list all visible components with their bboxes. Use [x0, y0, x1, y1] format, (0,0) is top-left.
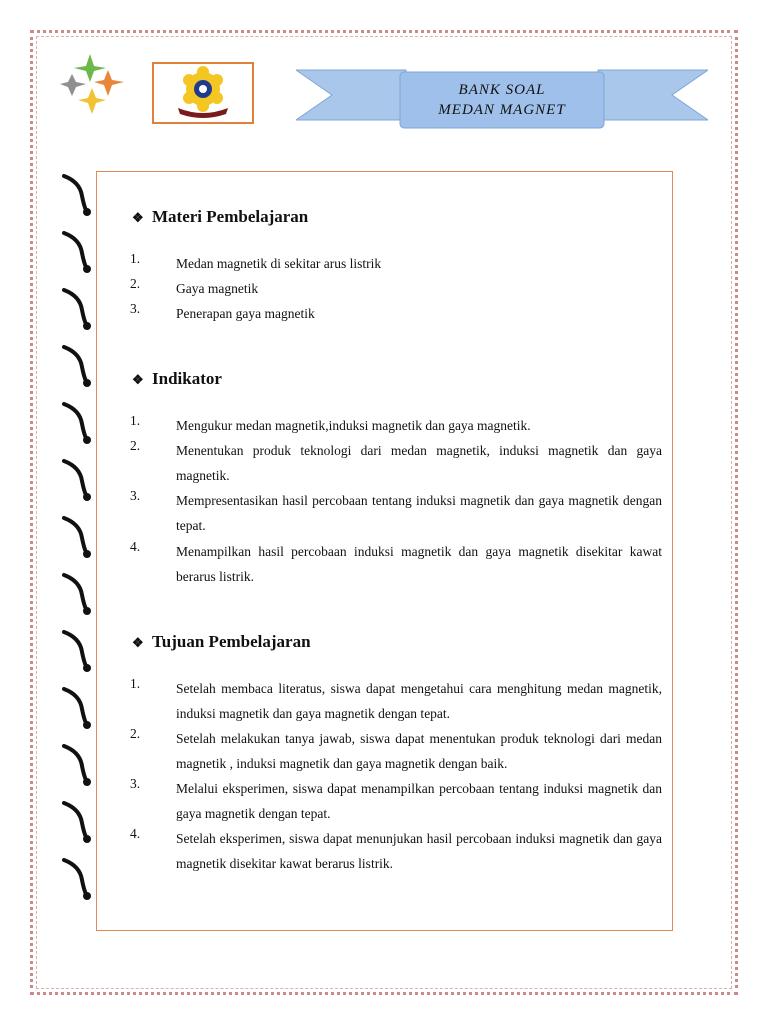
spiral-hook-icon	[64, 233, 91, 273]
spiral-hook-icon	[64, 518, 91, 558]
spiral-hook-icon	[64, 860, 91, 900]
spiral-hook-icon	[64, 575, 91, 615]
section-title-materi: ❖ Materi Pembelajaran	[132, 207, 309, 226]
banner-title	[400, 80, 604, 120]
diamond-bullet-icon: ❖	[132, 210, 144, 225]
section-title-indikator: ❖ Indikator	[132, 369, 222, 388]
spiral-hook-icon	[64, 803, 91, 843]
spiral-hook-icon	[64, 632, 91, 672]
compass-stars-icon	[58, 52, 130, 118]
spiral-hook-icon	[64, 461, 91, 501]
diamond-bullet-icon: ❖	[132, 635, 144, 650]
spiral-hook-icon	[64, 347, 91, 387]
spiral-hook-icon	[64, 290, 91, 330]
spiral-binding	[56, 170, 100, 910]
university-emblem-icon	[154, 64, 252, 122]
section-title-tujuan: ❖ Tujuan Pembelajaran	[132, 632, 311, 651]
school-logo	[152, 62, 254, 124]
spiral-hook-icon	[64, 176, 91, 216]
diamond-bullet-icon: ❖	[132, 372, 144, 387]
spiral-hook-icon	[64, 746, 91, 786]
spiral-hook-icon	[64, 404, 91, 444]
banner-title-line2: MEDAN MAGNET	[438, 102, 566, 118]
banner-title-line1: BANK SOAL	[458, 82, 546, 98]
spiral-hook-icon	[64, 689, 91, 729]
